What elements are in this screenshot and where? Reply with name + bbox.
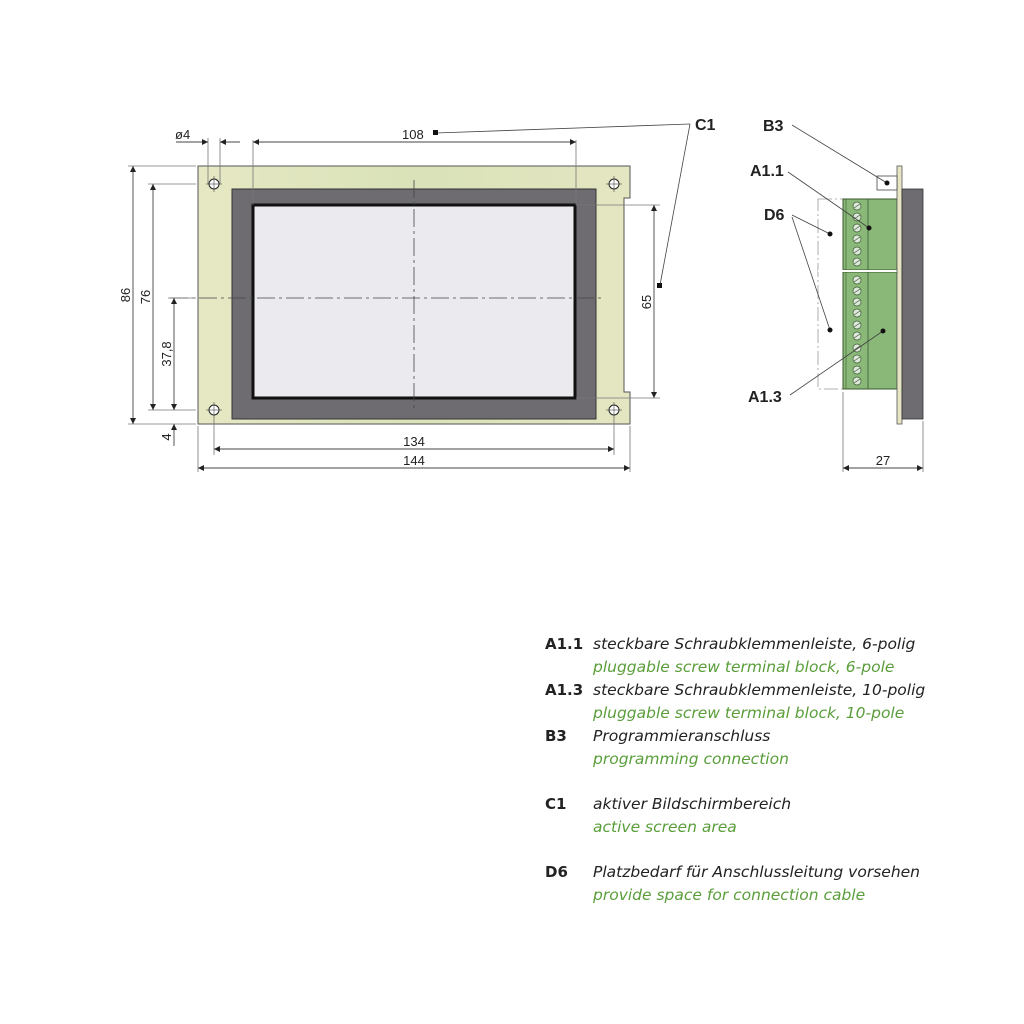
legend-item-a11	[545, 633, 1005, 679]
dim-active-width: 108	[402, 127, 424, 142]
legend-text-en: pluggable screw terminal block, 10-pole	[593, 704, 905, 722]
legend-text-de: Platzbedarf für Anschlussleitung vorsehen	[593, 863, 921, 881]
front-view	[118, 117, 716, 472]
legend-code: A1.3	[545, 681, 584, 699]
terminal-block-a13	[843, 272, 897, 389]
legend	[545, 633, 1005, 907]
dim-hole-spacing-h: 134	[403, 434, 425, 449]
dim-center-height: 37,8	[159, 341, 174, 367]
dim-active-height: 65	[639, 294, 654, 310]
side-view	[748, 118, 923, 472]
dim-edge-offset: 4	[159, 433, 174, 441]
legend-item-d6	[545, 861, 1005, 907]
legend-code: C1	[545, 795, 567, 813]
leader-dot	[657, 283, 662, 288]
legend-text-en: active screen area	[593, 818, 737, 836]
callout-b3: B3	[763, 118, 784, 135]
callout-d6: D6	[764, 207, 785, 224]
dim-depth: 27	[875, 453, 891, 468]
callout-a13: A1.3	[748, 389, 782, 406]
legend-item-a13	[545, 679, 1005, 725]
legend-item-b3	[545, 725, 1005, 771]
dim-hole-diameter: ø4	[175, 127, 191, 142]
legend-code: A1.1	[545, 635, 584, 653]
leader-dot	[433, 130, 438, 135]
display-body	[902, 189, 923, 419]
legend-code: D6	[545, 863, 568, 881]
dim-outer-width: 144	[403, 453, 425, 468]
callout-c1: C1	[695, 117, 716, 134]
legend-text-en: programming connection	[593, 750, 789, 768]
legend-text-de: steckbare Schraubklemmenleiste, 10-polig	[593, 681, 926, 699]
pcb-edge	[897, 166, 902, 424]
legend-code: B3	[545, 727, 567, 745]
terminal-block-a11	[843, 199, 897, 270]
callout-a11: A1.1	[750, 163, 784, 180]
dim-outer-height: 86	[118, 287, 133, 303]
cable-space-area	[818, 199, 843, 389]
legend-text-de: Programmieranschluss	[593, 727, 771, 745]
legend-text-en: pluggable screw terminal block, 6-pole	[593, 658, 895, 676]
legend-text-en: provide space for connection cable	[593, 886, 866, 904]
legend-item-c1	[545, 793, 1005, 839]
legend-text-de: aktiver Bildschirmbereich	[593, 795, 792, 813]
dim-hole-spacing-v: 76	[138, 289, 153, 305]
legend-text-de: steckbare Schraubklemmenleiste, 6-polig	[593, 635, 916, 653]
